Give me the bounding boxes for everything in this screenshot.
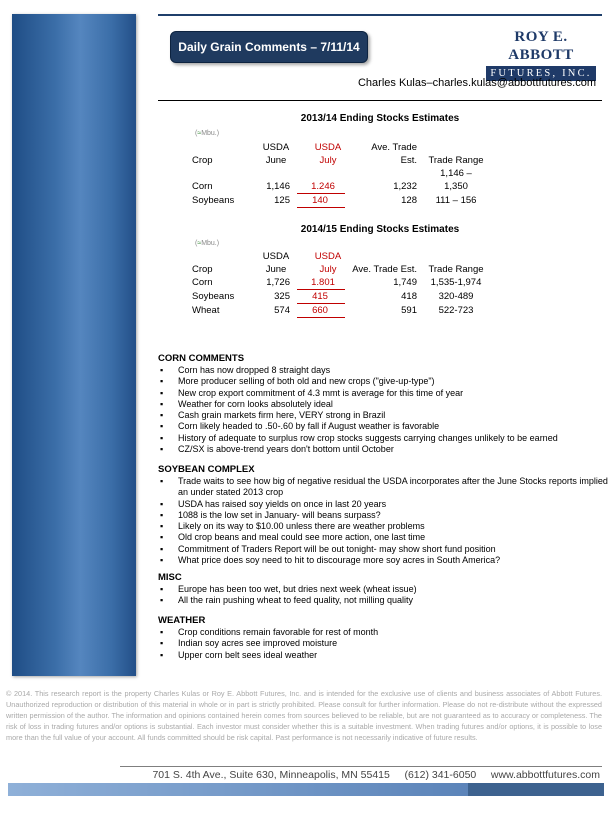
weather-section <box>158 615 608 661</box>
july-cell: 1.246 <box>311 181 335 192</box>
range-cell: 1,146 – <box>440 168 472 179</box>
june-cell: 325 <box>274 291 290 302</box>
col-header-june: June <box>265 264 287 275</box>
list-item: ▪ Upper corn belt sees ideal weather <box>158 650 608 661</box>
col-header-july: July <box>319 155 337 166</box>
section-heading: WEATHER <box>158 615 206 626</box>
col-header-usda-june: USDA <box>262 142 290 153</box>
list-item: ▪ Commitment of Traders Report will be out tonight- may show short fund position <box>158 544 608 555</box>
misc-section <box>158 572 608 607</box>
july-underline <box>297 317 345 318</box>
list-item: ▪ New crop export commitment of 4.3 mmt is average for this time of year <box>158 388 608 399</box>
unit-label: (≈Mbu.) <box>195 130 220 137</box>
july-cell: 1.801 <box>311 277 335 288</box>
logo-name: ROY E. ABBOTT <box>508 29 574 63</box>
header-rule <box>158 14 602 16</box>
est-cell: 1,232 <box>393 181 417 192</box>
crop-cell: Soybeans <box>192 195 235 206</box>
table-title: 2014/15 Ending Stocks Estimates <box>300 224 460 235</box>
col-header-july: July <box>319 264 337 275</box>
author-contact: Charles Kulas–charles.kulas@abbottfutures.com <box>357 77 596 89</box>
footer-bar <box>8 783 604 796</box>
col-header-june: June <box>265 155 287 166</box>
list-item: ▪ Old crop beans and meal could see more action, one last time <box>158 532 608 543</box>
unit-label: (≈Mbu.) <box>195 240 220 247</box>
list-item: ▪ 1088 is the low set in January- will beans surpass? <box>158 510 608 521</box>
range-cell: 1,535-1,974 <box>430 277 482 288</box>
list-item: ▪ Likely on its way to $10.00 unless there are weather problems <box>158 521 608 532</box>
section-heading: CORN COMMENTS <box>158 353 245 364</box>
june-cell: 574 <box>274 305 290 316</box>
list-item: ▪ What price does soy need to hit to discourage more soy acres in South America? <box>158 555 608 566</box>
logo-subtitle: FUTURES, INC. <box>486 66 596 81</box>
col-header-ave-trade: Ave. Trade Est. <box>352 264 417 275</box>
june-cell: 1,726 <box>266 277 290 288</box>
range-cell: 1,350 <box>444 181 468 192</box>
list-item: ▪ Crop conditions remain favorable for rest of month <box>158 627 608 638</box>
list-item: ▪ All the rain pushing wheat to feed quality, not milling quality <box>158 595 608 606</box>
footer-rule <box>120 766 602 767</box>
footer-phone: (612) 341-6050 <box>404 769 477 781</box>
crop-cell: Soybeans <box>192 291 235 302</box>
crop-cell: Corn <box>192 277 213 288</box>
col-header-usda-july: USDA <box>314 142 342 153</box>
col-header-range: Trade Range <box>428 264 484 275</box>
july-cell: 660 <box>312 305 328 316</box>
june-cell: 1,146 <box>266 181 290 192</box>
july-underline <box>297 207 345 208</box>
est-cell: 1,749 <box>393 277 417 288</box>
july-cell: 140 <box>312 195 328 206</box>
crop-cell: Wheat <box>192 305 220 316</box>
author-rule <box>158 100 602 101</box>
est-cell: 418 <box>401 291 417 302</box>
soybean-complex-section <box>158 464 608 566</box>
section-heading: SOYBEAN COMPLEX <box>158 464 255 475</box>
col-header-usda-july: USDA <box>314 251 342 262</box>
footer-contact <box>152 769 600 781</box>
list-item: ▪ Corn has now dropped 8 straight days <box>158 365 608 376</box>
col-header-crop: Crop <box>192 155 213 166</box>
june-cell: 125 <box>274 195 290 206</box>
col-header-crop: Crop <box>192 264 213 275</box>
range-cell: 111 – 156 <box>435 195 477 206</box>
july-underline <box>297 289 345 290</box>
footer-bar-accent <box>468 783 604 796</box>
est-cell: 591 <box>401 305 417 316</box>
list-item: ▪ Corn likely headed to .50-.60 by fall if August weather is favorable <box>158 421 608 432</box>
list-item: ▪ USDA has raised soy yields on once in last 20 years <box>158 499 608 510</box>
list-item: ▪ History of adequate to surplus row crop stocks suggests carrying changes unlikely to be earned <box>158 433 608 444</box>
col-header-est: Est. <box>400 155 417 166</box>
corn-comments-section <box>158 353 608 455</box>
est-cell: 128 <box>401 195 417 206</box>
col-header-range: Trade Range <box>428 155 484 166</box>
list-item: ▪ Europe has been too wet, but dries next week (wheat issue) <box>158 584 608 595</box>
range-cell: 522-723 <box>438 305 474 316</box>
list-item: ▪ Weather for corn looks absolutely ideal <box>158 399 608 410</box>
report-title: Daily Grain Comments – 7/11/14 <box>170 31 368 63</box>
company-logo <box>486 28 596 79</box>
july-underline <box>297 193 345 194</box>
col-header-usda-june: USDA <box>262 251 290 262</box>
footer-address: 701 S. 4th Ave., Suite 630, Minneapolis, MN 55415 <box>152 769 390 781</box>
july-cell: 415 <box>312 291 328 302</box>
crop-cell: Corn <box>192 181 213 192</box>
list-item: ▪ Indian soy acres see improved moisture <box>158 638 608 649</box>
list-item: ▪ Trade waits to see how big of negative residual the USDA incorporates after the June Stocks reports implied an under stated 2013 crop <box>158 476 608 499</box>
list-item: ▪ Cash grain markets firm here, VERY strong in Brazil <box>158 410 608 421</box>
list-item: ▪ CZ/SX is above-trend years don't bottom until October <box>158 444 608 455</box>
sidebar-decoration <box>12 14 136 676</box>
footer-website[interactable]: www.abbottfutures.com <box>490 769 600 781</box>
range-cell: 320-489 <box>438 291 474 302</box>
list-item: ▪ More producer selling of both old and new crops ("give-up-type") <box>158 376 608 387</box>
legal-disclaimer: © 2014. This research report is the property Charles Kulas or Roy E. Abbott Futures, Inc. and is intended for the exclusive use of clients and business associates of Abbott Futures. Unauthorized reproduction or distribution of this material in whole or in part is strictly prohibited. Please consult for further information. Please do not re-distribute without the expressed written permission of the author. The information and opinions contained herein comes from sources believed to be reliable, but are not guaranteed as to accuracy or completeness. The risk of loss in trading futures and/or options is substantial. Each investor must consider whether this is a suitable investment. When trading futures and/or options, it is possible to lose more than the full value of your account. All funds committed should be risk capital. Past performance is not necessarily indicative of future results. <box>6 689 602 742</box>
july-underline <box>297 303 345 304</box>
section-heading: MISC <box>158 572 182 583</box>
table-title: 2013/14 Ending Stocks Estimates <box>300 113 460 124</box>
col-header-ave-trade: Ave. Trade <box>371 142 417 153</box>
